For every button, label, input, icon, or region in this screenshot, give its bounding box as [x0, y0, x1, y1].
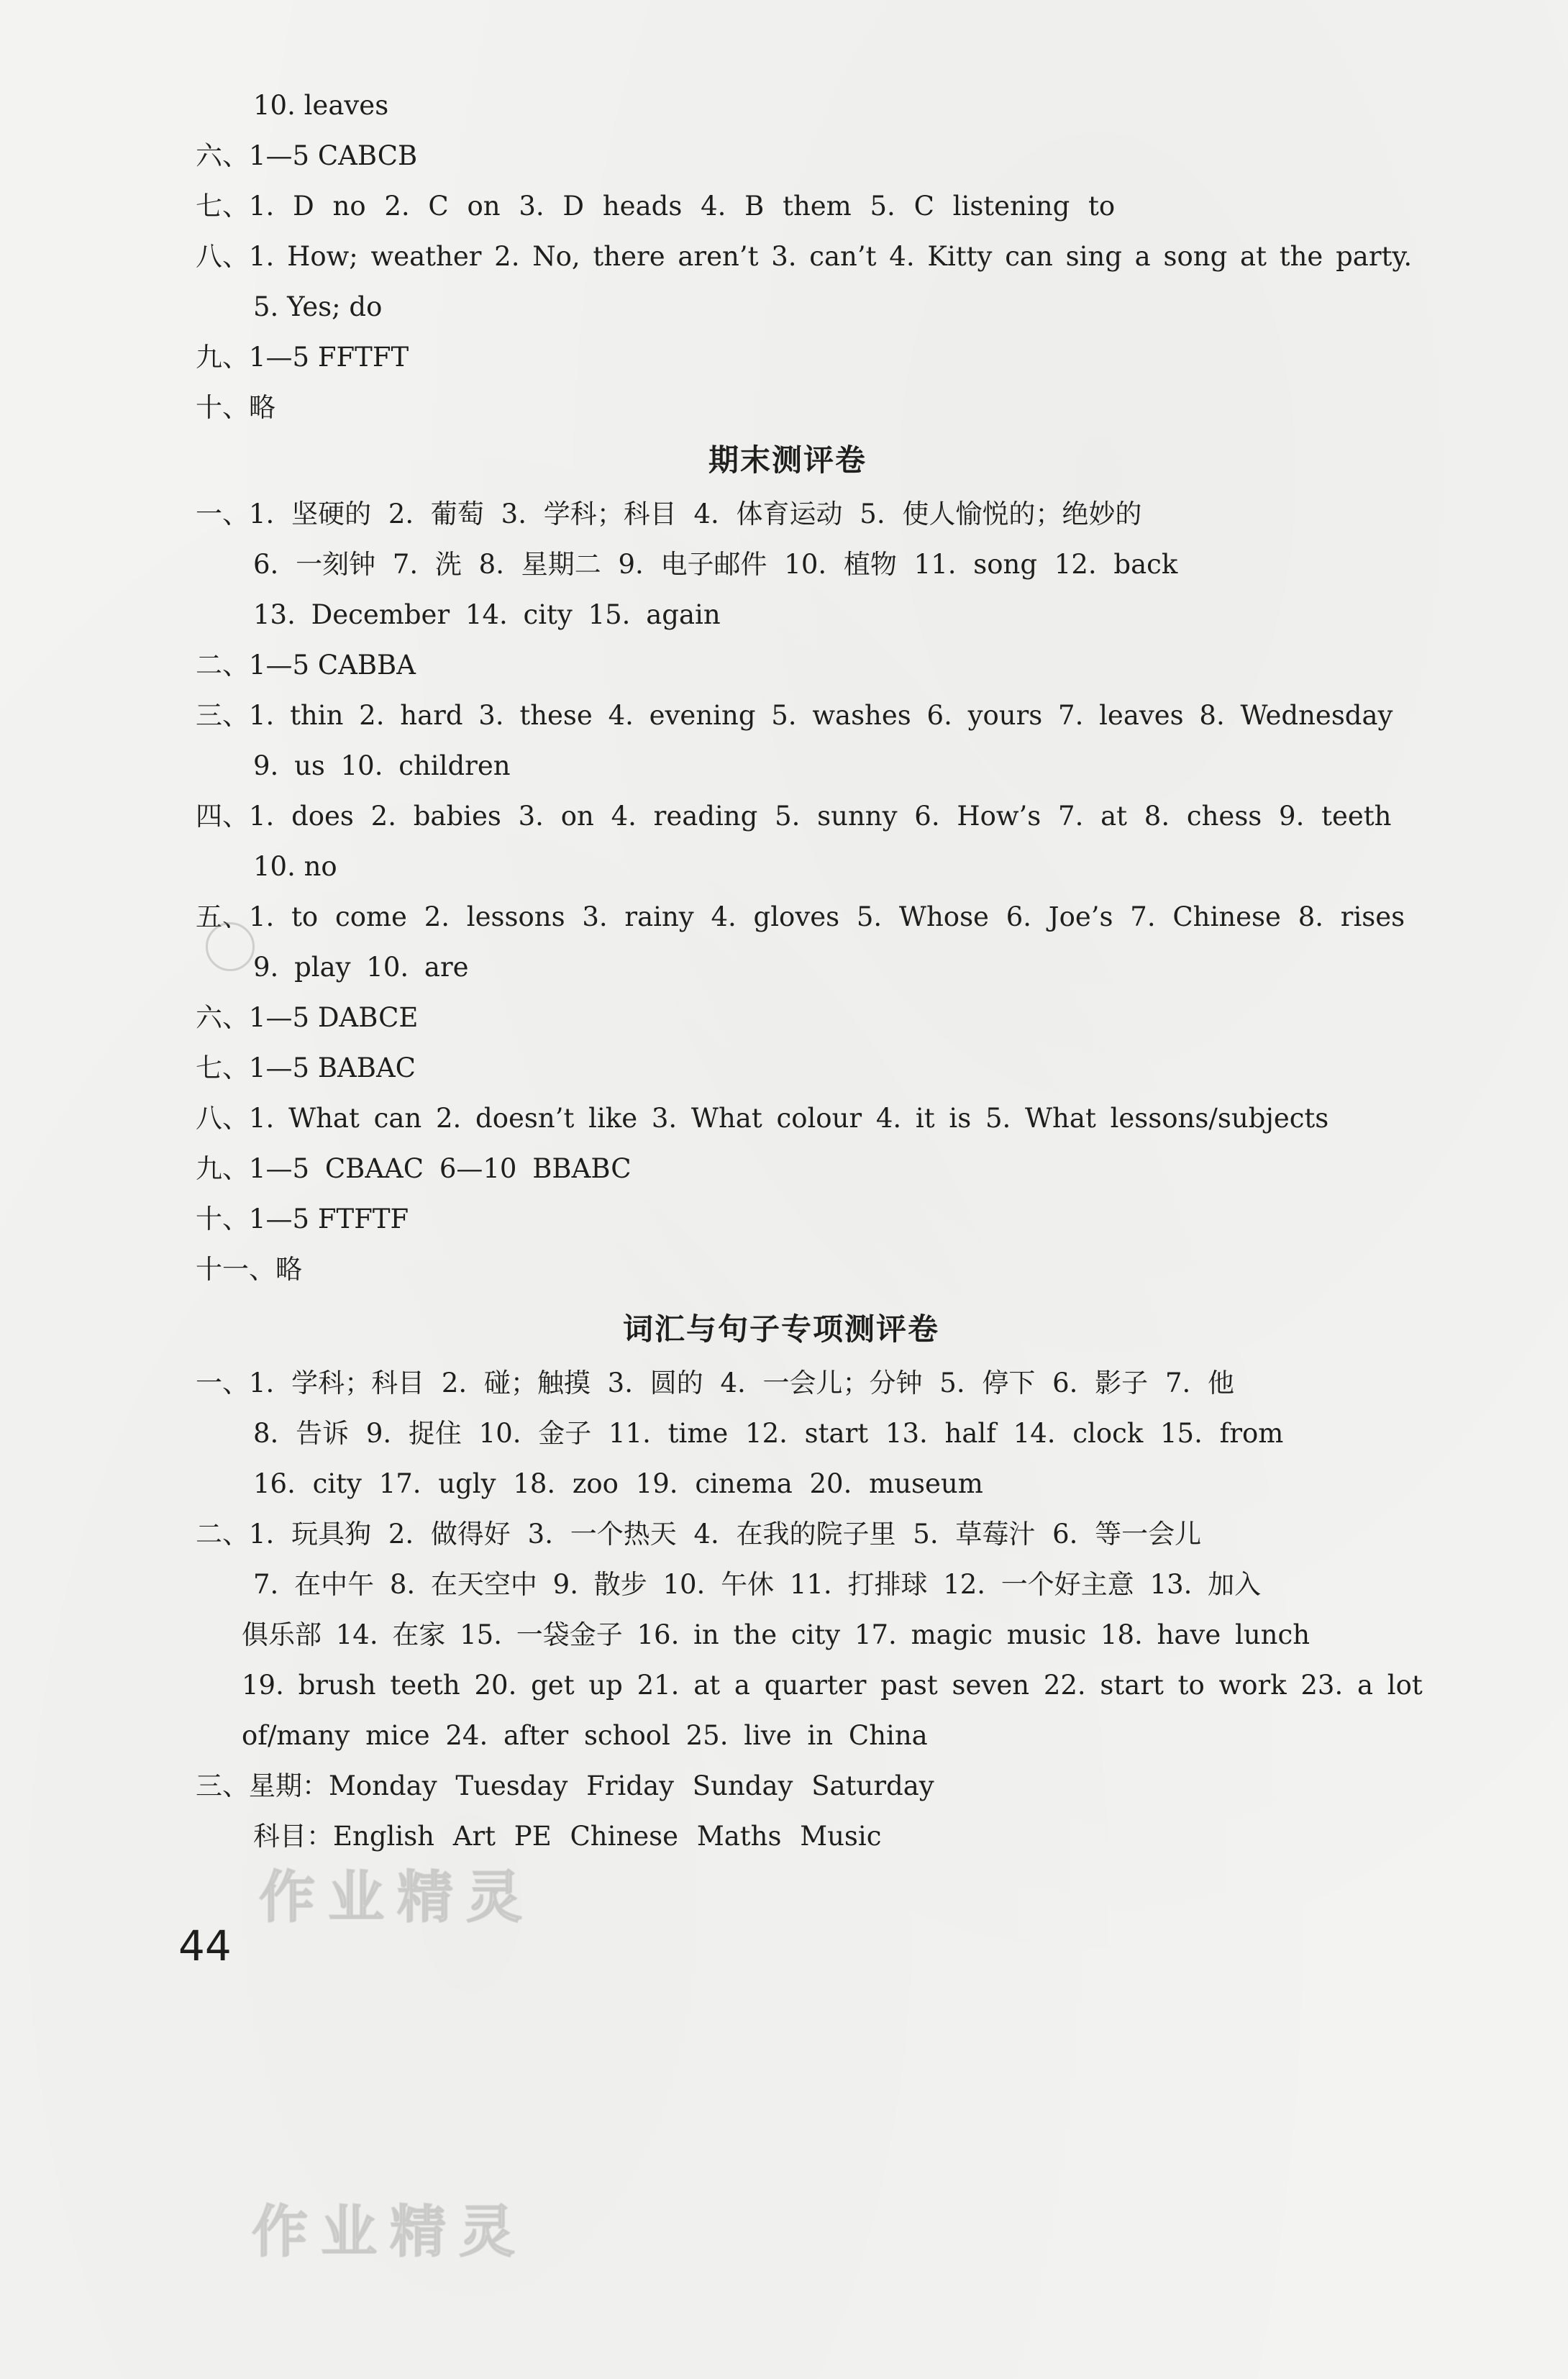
page-number: 44 — [178, 1921, 232, 1970]
watermark-logo: 作业精灵 — [252, 2200, 529, 2265]
section-title: 期末测评卷 — [708, 442, 867, 478]
stamp-mark — [206, 922, 255, 971]
answer-line: 5. Yes; do — [253, 291, 383, 322]
answer-line: 三、星期：Monday Tuesday Friday Sunday Saturday — [196, 1770, 934, 1801]
answer-line: 9. us 10. children — [253, 750, 511, 781]
answer-line: 三、1. thin 2. hard 3. these 4. evening 5. washes 6. yours 7. leaves 8. Wednesday — [196, 700, 1393, 731]
answer-line: 6. 一刻钟 7. 洗 8. 星期二 9. 电子邮件 10. 植物 11. song 12. back — [253, 549, 1178, 580]
answer-line: 六、1—5 CABCB — [196, 140, 418, 171]
section-title: 词汇与句子专项测评卷 — [623, 1311, 940, 1347]
answer-line: 九、1—5 CBAAC 6—10 BBABC — [196, 1153, 632, 1184]
answer-line: 9. play 10. are — [253, 952, 469, 983]
answer-line: 一、1. 坚硬的 2. 葡萄 3. 学科；科目 4. 体育运动 5. 使人愉悦的；绝妙的 — [196, 499, 1142, 529]
watermark-logo: 作业精灵 — [259, 1865, 536, 1930]
answer-line: 科目：English Art PE Chinese Maths Music — [253, 1821, 882, 1852]
answer-line: 九、1—5 FFTFT — [196, 342, 409, 373]
answer-line: 19. brush teeth 20. get up 21. at a quarter past seven 22. start to work 23. a lot — [242, 1670, 1423, 1701]
answer-line: 十一、略 — [196, 1254, 302, 1285]
show-through-text — [719, 86, 727, 115]
answer-line: 八、1. What can 2. doesn’t like 3. What colour 4. it is 5. What lessons/subjects — [196, 1103, 1329, 1134]
answer-line: 五、1. to come 2. lessons 3. rainy 4. gloves 5. Whose 6. Joe’s 7. Chinese 8. rises — [196, 901, 1405, 932]
answer-line: 二、1. 玩具狗 2. 做得好 3. 一个热天 4. 在我的院子里 5. 草莓汁 6. 等一会儿 — [196, 1519, 1202, 1550]
answer-line: 八、1. How; weather 2. No, there aren’t 3. can’t 4. Kitty can sing a song at the party. — [196, 241, 1413, 272]
answer-line: 10. leaves — [253, 90, 389, 121]
answer-line: of/many mice 24. after school 25. live in China — [242, 1720, 928, 1751]
answer-line: 10. no — [253, 851, 337, 882]
answer-line: 13. December 14. city 15. again — [253, 599, 721, 630]
answer-line: 十、略 — [196, 392, 275, 423]
answer-line: 一、1. 学科；科目 2. 碰；触摸 3. 圆的 4. 一会儿；分钟 5. 停下 6. 影子 7. 他 — [196, 1368, 1235, 1398]
answer-line: 六、1—5 DABCE — [196, 1002, 419, 1033]
answer-line: 十、1—5 FTFTF — [196, 1204, 409, 1234]
answer-line: 七、1. D no 2. C on 3. D heads 4. B them 5. C listening to — [196, 191, 1116, 222]
answer-line: 七、1—5 BABAC — [196, 1052, 416, 1083]
answer-line: 二、1—5 CABBA — [196, 650, 416, 681]
answer-line: 俱乐部 14. 在家 15. 一袋金子 16. in the city 17. magic music 18. have lunch — [242, 1619, 1311, 1650]
answer-line: 8. 告诉 9. 捉住 10. 金子 11. time 12. start 13. half 14. clock 15. from — [253, 1418, 1284, 1449]
answer-line: 四、1. does 2. babies 3. on 4. reading 5. sunny 6. How’s 7. at 8. chess 9. teeth — [196, 801, 1392, 832]
answer-line: 7. 在中午 8. 在天空中 9. 散步 10. 午休 11. 打排球 12. 一个好主意 13. 加入 — [253, 1569, 1262, 1600]
answer-line: 16. city 17. ugly 18. zoo 19. cinema 20. museum — [253, 1468, 983, 1499]
